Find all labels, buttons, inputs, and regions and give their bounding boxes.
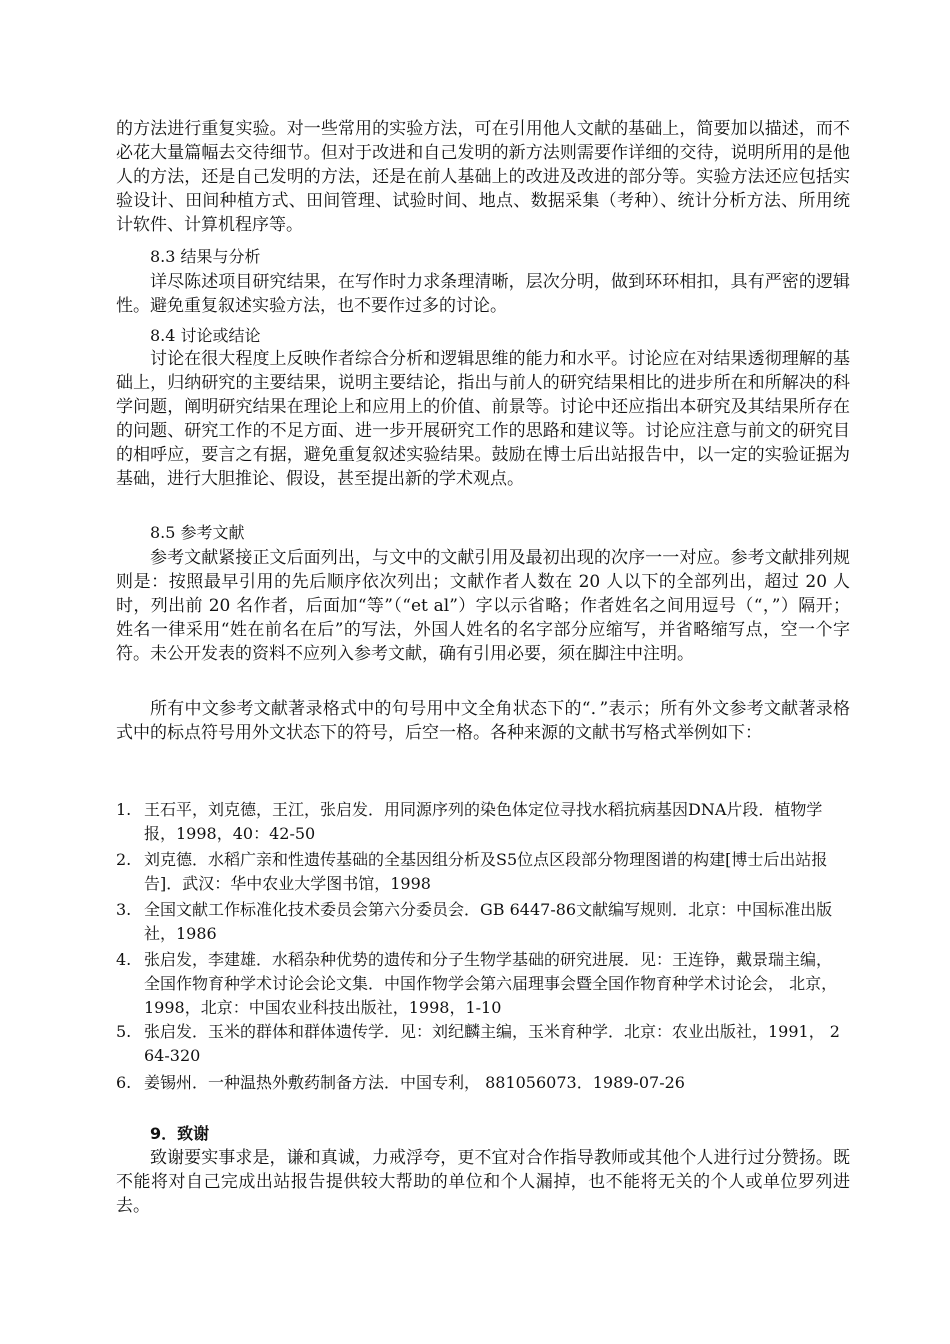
reference-item [116,848,850,896]
reference-number: 3. [116,900,132,919]
reference-item [116,898,850,946]
reference-number: 6. [116,1073,132,1092]
section-8-4-body: 讨论在很大程度上反映作者综合分析和逻辑思维的能力和水平。讨论应在对结果透彻理解的基础上，归纳研究的主要结果，说明主要结论，指出与前人的研究结果相比的进步所在和所解决的科学问题，阐明研究结果在理论上和应用上的价值、前景等。讨论中还应指出本研究及其结果所存在的问题、研究工作的不足方面、进一步开展研究工作的思路和建议等。讨论应注意与前文的研究目的相呼应，要言之有据，避免重复叙述实验结果。鼓励在博士后出站报告中，以一定的实验证据为基础，进行大胆推论、假设，甚至提出新的学术观点。 [116,349,850,489]
section-8-5-body-1: 参考文献紧接正文后面列出，与文中的文献引用及最初出现的次序一一对应。参考文献排列规则是：按照最早引用的先后顺序依次列出；文献作者人数在 20 人以下的全部列出，超过 20 人时，列出前 20 名作者，后面加“等”（“et al”）字以示省略；作者姓名之间用逗号（“，”）隔开；姓名一律采用“姓在前名在后”的写法，外国人姓名的名字部分应缩写，并省略缩写点，空一个字符。未公开发表的资料不应列入参考文献，确有引用必要，须在脚注中注明。 [116,548,850,664]
reference-item [116,798,850,846]
reference-text: 全国文献工作标准化技术委员会第六分委员会．GB 6447-86文献编写规则．北京：中国标准出版社，1986 [144,900,833,943]
section-9-body: 致谢要实事求是，谦和真诚，力戒浮夸，更不宜对合作指导教师或其他个人进行过分赞扬。既不能将对自己完成出站报告提供较大帮助的单位和个人漏掉，也不能将无关的个人或单位罗列进去。 [116,1148,850,1216]
reference-text: 刘克德．水稻广亲和性遗传基础的全基因组分析及S5位点区段部分物理图谱的构建[博士后出站报告]．武汉：华中农业大学图书馆，1998 [144,850,828,893]
section-8-5-heading: 8.5 参考文献 [150,523,245,542]
reference-text: 张启发．玉米的群体和群体遗传学．见：刘纪麟主编，玉米育种学．北京：农业出版社，1991， 264-320 [144,1022,840,1065]
section-8-3-heading: 8.3 结果与分析 [150,247,261,266]
reference-item [116,1020,850,1068]
reference-number: 2. [116,850,132,869]
section-9-heading: 9．致谢 [150,1124,210,1143]
section-8-3-body: 详尽陈述项目研究结果，在写作时力求条理清晰，层次分明，做到环环相扣，具有严密的逻辑性。避免重复叙述实验方法，也不要作过多的讨论。 [116,272,850,316]
reference-item [116,1071,850,1095]
reference-number: 4. [116,950,132,969]
reference-number: 5. [116,1022,132,1041]
section-8-5-body-2: 所有中文参考文献著录格式中的句号用中文全角状态下的“．”表示；所有外文参考文献著录格式中的标点符号用外文状态下的符号，后空一格。各种来源的文献书写格式举例如下： [116,699,850,743]
reference-text: 王石平，刘克德，王江，张启发．用同源序列的染色体定位寻找水稻抗病基因DNA片段．植物学报，1998，40：42-50 [144,800,823,843]
reference-number: 1. [116,800,132,819]
methods-paragraph: 的方法进行重复实验。对一些常用的实验方法，可在引用他人文献的基础上，简要加以描述，而不必花大量篇幅去交待细节。但对于改进和自己发明的新方法则需要作详细的交待，说明所用的是他人的方法，还是自己发明的方法，还是在前人基础上的改进及改进的部分等。实验方法还应包括实验设计、田间种植方式、田间管理、试验时间、地点、数据采集（考种）、统计分析方法、所用统计软件、计算机程序等。 [116,119,850,235]
reference-text: 姜锡州．一种温热外敷药制备方法．中国专利， 881056073．1989-07-26 [144,1073,685,1092]
reference-text: 张启发，李建雄．水稻杂种优势的遗传和分子生物学基础的研究进展．见：王连铮，戴景瑞主编， 全国作物育种学术讨论会论文集．中国作物学会第六届理事会暨全国作物育种学术讨论会， 北京， 1998，北京：中国农业科技出版社，1998，1-10 [144,950,838,1017]
reference-item [116,948,850,1020]
section-8-4-heading: 8.4 讨论或结论 [150,326,261,345]
